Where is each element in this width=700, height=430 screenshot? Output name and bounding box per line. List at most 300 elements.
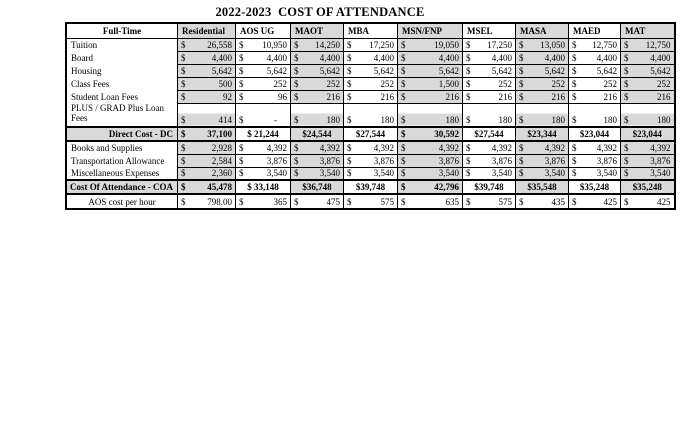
amount: 180	[657, 115, 671, 125]
dollar-sign: $	[294, 155, 299, 166]
money-cell	[291, 51, 344, 64]
dollar-sign: $	[294, 78, 299, 89]
dollar-sign: $	[401, 78, 406, 89]
amount: 5,642	[544, 65, 565, 76]
dollar-sign: $	[401, 52, 406, 63]
amount: 5,642	[650, 65, 671, 76]
dollar-sign: $	[401, 196, 406, 207]
amount: 42,796	[434, 182, 459, 192]
money-cell	[344, 103, 398, 127]
money-cell	[398, 77, 463, 90]
dollar-sign: $	[624, 78, 629, 89]
amount: 14,250	[315, 39, 340, 50]
dollar-sign: $	[466, 52, 471, 63]
dollar-sign: $	[519, 168, 524, 179]
money-cell	[621, 154, 675, 167]
money-cell	[344, 51, 398, 64]
money-cell	[463, 90, 516, 103]
money-cell	[236, 77, 291, 90]
amount: 5,642	[373, 65, 394, 76]
money-cell	[178, 167, 236, 180]
dollar-sign: $	[624, 168, 629, 179]
amount: 180	[326, 115, 340, 125]
money-cell	[236, 141, 291, 154]
amount: 3,876	[596, 155, 617, 166]
money-cell	[236, 194, 291, 209]
dollar-sign: $	[519, 142, 524, 153]
row-label: Student Loan Fees	[66, 90, 178, 103]
amount: 5,642	[438, 65, 459, 76]
column-header-masa: MASA	[516, 23, 569, 38]
dollar-sign: $	[294, 65, 299, 76]
row-label: Class Fees	[66, 77, 178, 90]
amount: 3,876	[438, 155, 459, 166]
row-label: Cost Of Attendance - COA	[66, 180, 178, 194]
amount: 180	[498, 115, 512, 125]
row-label: Books and Supplies	[66, 141, 178, 154]
amount: 3,540	[596, 168, 617, 179]
money-cell	[291, 167, 344, 180]
money-cell	[291, 154, 344, 167]
money-cell	[516, 154, 569, 167]
dollar-sign: $	[347, 142, 352, 153]
dollar-sign: $	[239, 168, 244, 179]
dollar-sign: $	[466, 115, 471, 125]
dollar-sign: $	[519, 65, 524, 76]
amount: -	[274, 115, 277, 125]
money-cell: $35,548	[516, 180, 569, 194]
amount: 252	[657, 78, 671, 89]
dollar-sign: $	[466, 168, 471, 179]
row-label: Transportation Allowance	[66, 154, 178, 167]
dollar-sign: $	[294, 52, 299, 63]
money-cell	[569, 90, 621, 103]
amount: 180	[603, 115, 617, 125]
money-cell	[291, 77, 344, 90]
dollar-sign: $	[239, 142, 244, 153]
money-cell: $39,748	[344, 180, 398, 194]
amount: 17,250	[369, 39, 394, 50]
dollar-sign: $	[624, 91, 629, 102]
row-label: Miscellaneous Expenses	[66, 167, 178, 180]
dollar-sign: $	[572, 115, 577, 125]
money-cell: $ 33,148	[236, 180, 291, 194]
money-cell	[178, 141, 236, 154]
money-cell	[178, 90, 236, 103]
amount: 2,584	[211, 155, 232, 166]
amount: 365	[273, 196, 287, 207]
amount: 4,400	[596, 52, 617, 63]
amount: 4,392	[596, 142, 617, 153]
amount: 3,540	[319, 168, 340, 179]
amount: 252	[498, 78, 512, 89]
money-cell	[569, 167, 621, 180]
money-cell	[569, 51, 621, 64]
dollar-sign: $	[624, 52, 629, 63]
money-cell	[398, 180, 463, 194]
money-cell	[463, 51, 516, 64]
amount: 4,392	[650, 142, 671, 153]
money-cell	[344, 141, 398, 154]
money-cell	[516, 51, 569, 64]
dollar-sign: $	[239, 39, 244, 50]
amount: 435	[551, 196, 565, 207]
dollar-sign: $	[466, 196, 471, 207]
money-cell	[398, 154, 463, 167]
dollar-sign: $	[347, 78, 352, 89]
amount: 3,876	[491, 155, 512, 166]
amount: 12,750	[592, 39, 617, 50]
amount: 575	[380, 196, 394, 207]
dollar-sign: $	[181, 129, 186, 139]
money-cell	[178, 38, 236, 51]
amount: 4,392	[373, 142, 394, 153]
money-cell	[398, 103, 463, 127]
amount: 13,050	[540, 39, 565, 50]
dollar-sign: $	[572, 65, 577, 76]
column-header-aos-ug: AOS UG	[236, 23, 291, 38]
dollar-sign: $	[624, 65, 629, 76]
dollar-sign: $	[572, 142, 577, 153]
dollar-sign: $	[624, 142, 629, 153]
money-cell	[178, 127, 236, 141]
dollar-sign: $	[401, 142, 406, 153]
amount: 5,642	[211, 65, 232, 76]
dollar-sign: $	[401, 168, 406, 179]
amount: 45,478	[207, 182, 232, 192]
row-class-fees	[66, 77, 675, 90]
money-cell	[621, 194, 675, 209]
row-cost-of-attendance-coa	[66, 180, 675, 194]
money-cell	[178, 103, 236, 127]
header-row	[66, 23, 675, 38]
dollar-sign: $	[239, 52, 244, 63]
dollar-sign: $	[466, 39, 471, 50]
money-cell	[621, 64, 675, 77]
dollar-sign: $	[624, 155, 629, 166]
money-cell	[621, 103, 675, 127]
amount: 252	[380, 78, 394, 89]
dollar-sign: $	[294, 91, 299, 102]
row-label: Tuition	[66, 38, 178, 51]
money-cell: $23,044	[621, 127, 675, 141]
amount: 216	[326, 91, 340, 102]
money-cell	[398, 38, 463, 51]
money-cell	[236, 167, 291, 180]
dollar-sign: $	[519, 196, 524, 207]
money-cell: $39,748	[463, 180, 516, 194]
amount: 19,050	[434, 39, 459, 50]
column-header-maed: MAED	[569, 23, 621, 38]
amount: 5,642	[266, 65, 287, 76]
amount: 1,500	[438, 78, 459, 89]
money-cell: $35,248	[621, 180, 675, 194]
dollar-sign: $	[401, 129, 406, 139]
dollar-sign: $	[401, 155, 406, 166]
money-cell	[516, 141, 569, 154]
money-cell	[178, 64, 236, 77]
dollar-sign: $	[401, 65, 406, 76]
amount: 4,400	[373, 52, 394, 63]
money-cell	[398, 127, 463, 141]
dollar-sign: $	[519, 155, 524, 166]
amount: 4,392	[438, 142, 459, 153]
dollar-sign: $	[466, 155, 471, 166]
row-miscellaneous-expenses	[66, 167, 675, 180]
money-cell	[236, 51, 291, 64]
amount: 252	[603, 78, 617, 89]
money-cell: $23,044	[569, 127, 621, 141]
dollar-sign: $	[466, 78, 471, 89]
column-header-maot: MAOT	[291, 23, 344, 38]
money-cell: $ 21,244	[236, 127, 291, 141]
money-cell	[398, 64, 463, 77]
dollar-sign: $	[181, 65, 186, 76]
money-cell	[178, 154, 236, 167]
money-cell	[516, 103, 569, 127]
amount: 5,642	[596, 65, 617, 76]
dollar-sign: $	[181, 115, 186, 125]
dollar-sign: $	[181, 182, 186, 192]
money-cell	[291, 38, 344, 51]
dollar-sign: $	[401, 39, 406, 50]
amount: 3,540	[650, 168, 671, 179]
row-board	[66, 51, 675, 64]
amount: 12,750	[645, 39, 671, 50]
dollar-sign: $	[572, 91, 577, 102]
money-cell	[463, 77, 516, 90]
dollar-sign: $	[624, 115, 629, 125]
money-cell	[569, 154, 621, 167]
row-transportation-allowance	[66, 154, 675, 167]
money-cell	[398, 51, 463, 64]
money-cell	[621, 141, 675, 154]
money-cell	[398, 90, 463, 103]
amount: 180	[445, 115, 459, 125]
money-cell	[516, 64, 569, 77]
dollar-sign: $	[572, 168, 577, 179]
money-cell	[178, 77, 236, 90]
money-cell	[621, 77, 675, 90]
money-cell	[463, 64, 516, 77]
amount: 475	[326, 196, 340, 207]
money-cell: $23,344	[516, 127, 569, 141]
dollar-sign: $	[294, 168, 299, 179]
dollar-sign: $	[239, 196, 244, 207]
amount: 10,950	[262, 39, 287, 50]
dollar-sign: $	[466, 91, 471, 102]
amount: 216	[498, 91, 512, 102]
amount: 425	[603, 196, 617, 207]
amount: 216	[551, 91, 565, 102]
money-cell	[236, 90, 291, 103]
amount: 3,876	[266, 155, 287, 166]
dollar-sign: $	[572, 78, 577, 89]
amount: 216	[445, 91, 459, 102]
money-cell	[344, 90, 398, 103]
amount: 4,400	[211, 52, 232, 63]
row-label: AOS cost per hour	[66, 194, 178, 209]
money-cell	[463, 141, 516, 154]
dollar-sign: $	[181, 196, 186, 207]
amount: 3,540	[373, 168, 394, 179]
money-cell	[291, 194, 344, 209]
amount: 92	[223, 91, 232, 102]
amount: 425	[657, 196, 671, 207]
money-cell	[236, 103, 291, 127]
amount: 4,392	[266, 142, 287, 153]
dollar-sign: $	[181, 155, 186, 166]
amount: 798.00	[207, 196, 232, 207]
dollar-sign: $	[239, 65, 244, 76]
money-cell	[516, 167, 569, 180]
column-header-mat: MAT	[621, 23, 675, 38]
money-cell	[236, 64, 291, 77]
amount: 575	[498, 196, 512, 207]
dollar-sign: $	[181, 78, 186, 89]
amount: 216	[603, 91, 617, 102]
page-title: 2022-2023 COST OF ATTENDANCE	[215, 5, 425, 19]
row-label: PLUS / GRAD Plus Loan Fees	[66, 103, 178, 127]
amount: 4,400	[266, 52, 287, 63]
money-cell	[178, 180, 236, 194]
amount: 3,540	[491, 168, 512, 179]
amount: 252	[551, 78, 565, 89]
dollar-sign: $	[239, 78, 244, 89]
money-cell	[569, 194, 621, 209]
money-cell	[291, 103, 344, 127]
amount: 4,400	[491, 52, 512, 63]
dollar-sign: $	[347, 155, 352, 166]
money-cell	[463, 194, 516, 209]
amount: 30,592	[434, 129, 459, 139]
amount: 2,928	[211, 142, 232, 153]
amount: 4,392	[491, 142, 512, 153]
dollar-sign: $	[347, 115, 352, 125]
money-cell	[344, 77, 398, 90]
money-cell	[621, 167, 675, 180]
money-cell	[569, 64, 621, 77]
money-cell	[398, 167, 463, 180]
amount: 252	[326, 78, 340, 89]
money-cell	[463, 167, 516, 180]
money-cell	[398, 194, 463, 209]
dollar-sign: $	[239, 155, 244, 166]
money-cell	[344, 167, 398, 180]
dollar-sign: $	[181, 39, 186, 50]
row-plus-grad-plus-loan-fees	[66, 103, 675, 127]
money-cell	[516, 194, 569, 209]
amount: 4,392	[319, 142, 340, 153]
dollar-sign: $	[519, 115, 524, 125]
money-cell	[344, 64, 398, 77]
amount: 216	[657, 91, 671, 102]
money-cell	[463, 154, 516, 167]
money-cell	[621, 38, 675, 51]
dollar-sign: $	[624, 39, 629, 50]
amount: 180	[380, 115, 394, 125]
dollar-sign: $	[401, 91, 406, 102]
amount: 96	[278, 91, 287, 102]
amount: 3,876	[650, 155, 671, 166]
row-student-loan-fees	[66, 90, 675, 103]
money-cell	[291, 64, 344, 77]
money-cell	[569, 141, 621, 154]
column-header-full-time: Full-Time	[66, 23, 178, 38]
row-housing	[66, 64, 675, 77]
row-aos-cost-per-hour	[66, 194, 675, 209]
amount: 5,642	[491, 65, 512, 76]
money-cell	[344, 154, 398, 167]
dollar-sign: $	[519, 78, 524, 89]
amount: 4,400	[438, 52, 459, 63]
dollar-sign: $	[519, 39, 524, 50]
money-cell	[516, 38, 569, 51]
dollar-sign: $	[347, 91, 352, 102]
money-cell	[344, 38, 398, 51]
column-header-msn-fnp: MSN/FNP	[398, 23, 463, 38]
amount: 3,540	[544, 168, 565, 179]
amount: 2,360	[211, 168, 232, 179]
dollar-sign: $	[401, 115, 406, 125]
money-cell	[291, 141, 344, 154]
money-cell	[291, 90, 344, 103]
money-cell: $35,248	[569, 180, 621, 194]
dollar-sign: $	[347, 168, 352, 179]
amount: 3,876	[544, 155, 565, 166]
money-cell	[463, 103, 516, 127]
amount: 180	[551, 115, 565, 125]
money-cell	[569, 38, 621, 51]
amount: 4,400	[544, 52, 565, 63]
dollar-sign: $	[294, 142, 299, 153]
amount: 635	[445, 196, 459, 207]
money-cell	[178, 194, 236, 209]
column-header-msel: MSEL	[463, 23, 516, 38]
dollar-sign: $	[466, 142, 471, 153]
amount: 5,642	[319, 65, 340, 76]
dollar-sign: $	[347, 39, 352, 50]
dollar-sign: $	[519, 52, 524, 63]
money-cell	[398, 141, 463, 154]
dollar-sign: $	[294, 196, 299, 207]
amount: 4,400	[319, 52, 340, 63]
row-tuition	[66, 38, 675, 51]
amount: 3,876	[373, 155, 394, 166]
dollar-sign: $	[347, 52, 352, 63]
amount: 252	[273, 78, 287, 89]
money-cell	[463, 38, 516, 51]
money-cell	[236, 154, 291, 167]
dollar-sign: $	[572, 52, 577, 63]
money-cell	[516, 77, 569, 90]
dollar-sign: $	[239, 115, 244, 125]
row-label: Board	[66, 51, 178, 64]
dollar-sign: $	[239, 91, 244, 102]
column-header-mba: MBA	[344, 23, 398, 38]
dollar-sign: $	[401, 182, 406, 192]
money-cell	[621, 90, 675, 103]
row-direct-cost-dc	[66, 127, 675, 141]
dollar-sign: $	[347, 196, 352, 207]
amount: 500	[218, 78, 232, 89]
money-cell: $36,748	[291, 180, 344, 194]
dollar-sign: $	[181, 91, 186, 102]
amount: 414	[218, 115, 232, 125]
dollar-sign: $	[466, 65, 471, 76]
money-cell: $27,544	[463, 127, 516, 141]
dollar-sign: $	[572, 39, 577, 50]
